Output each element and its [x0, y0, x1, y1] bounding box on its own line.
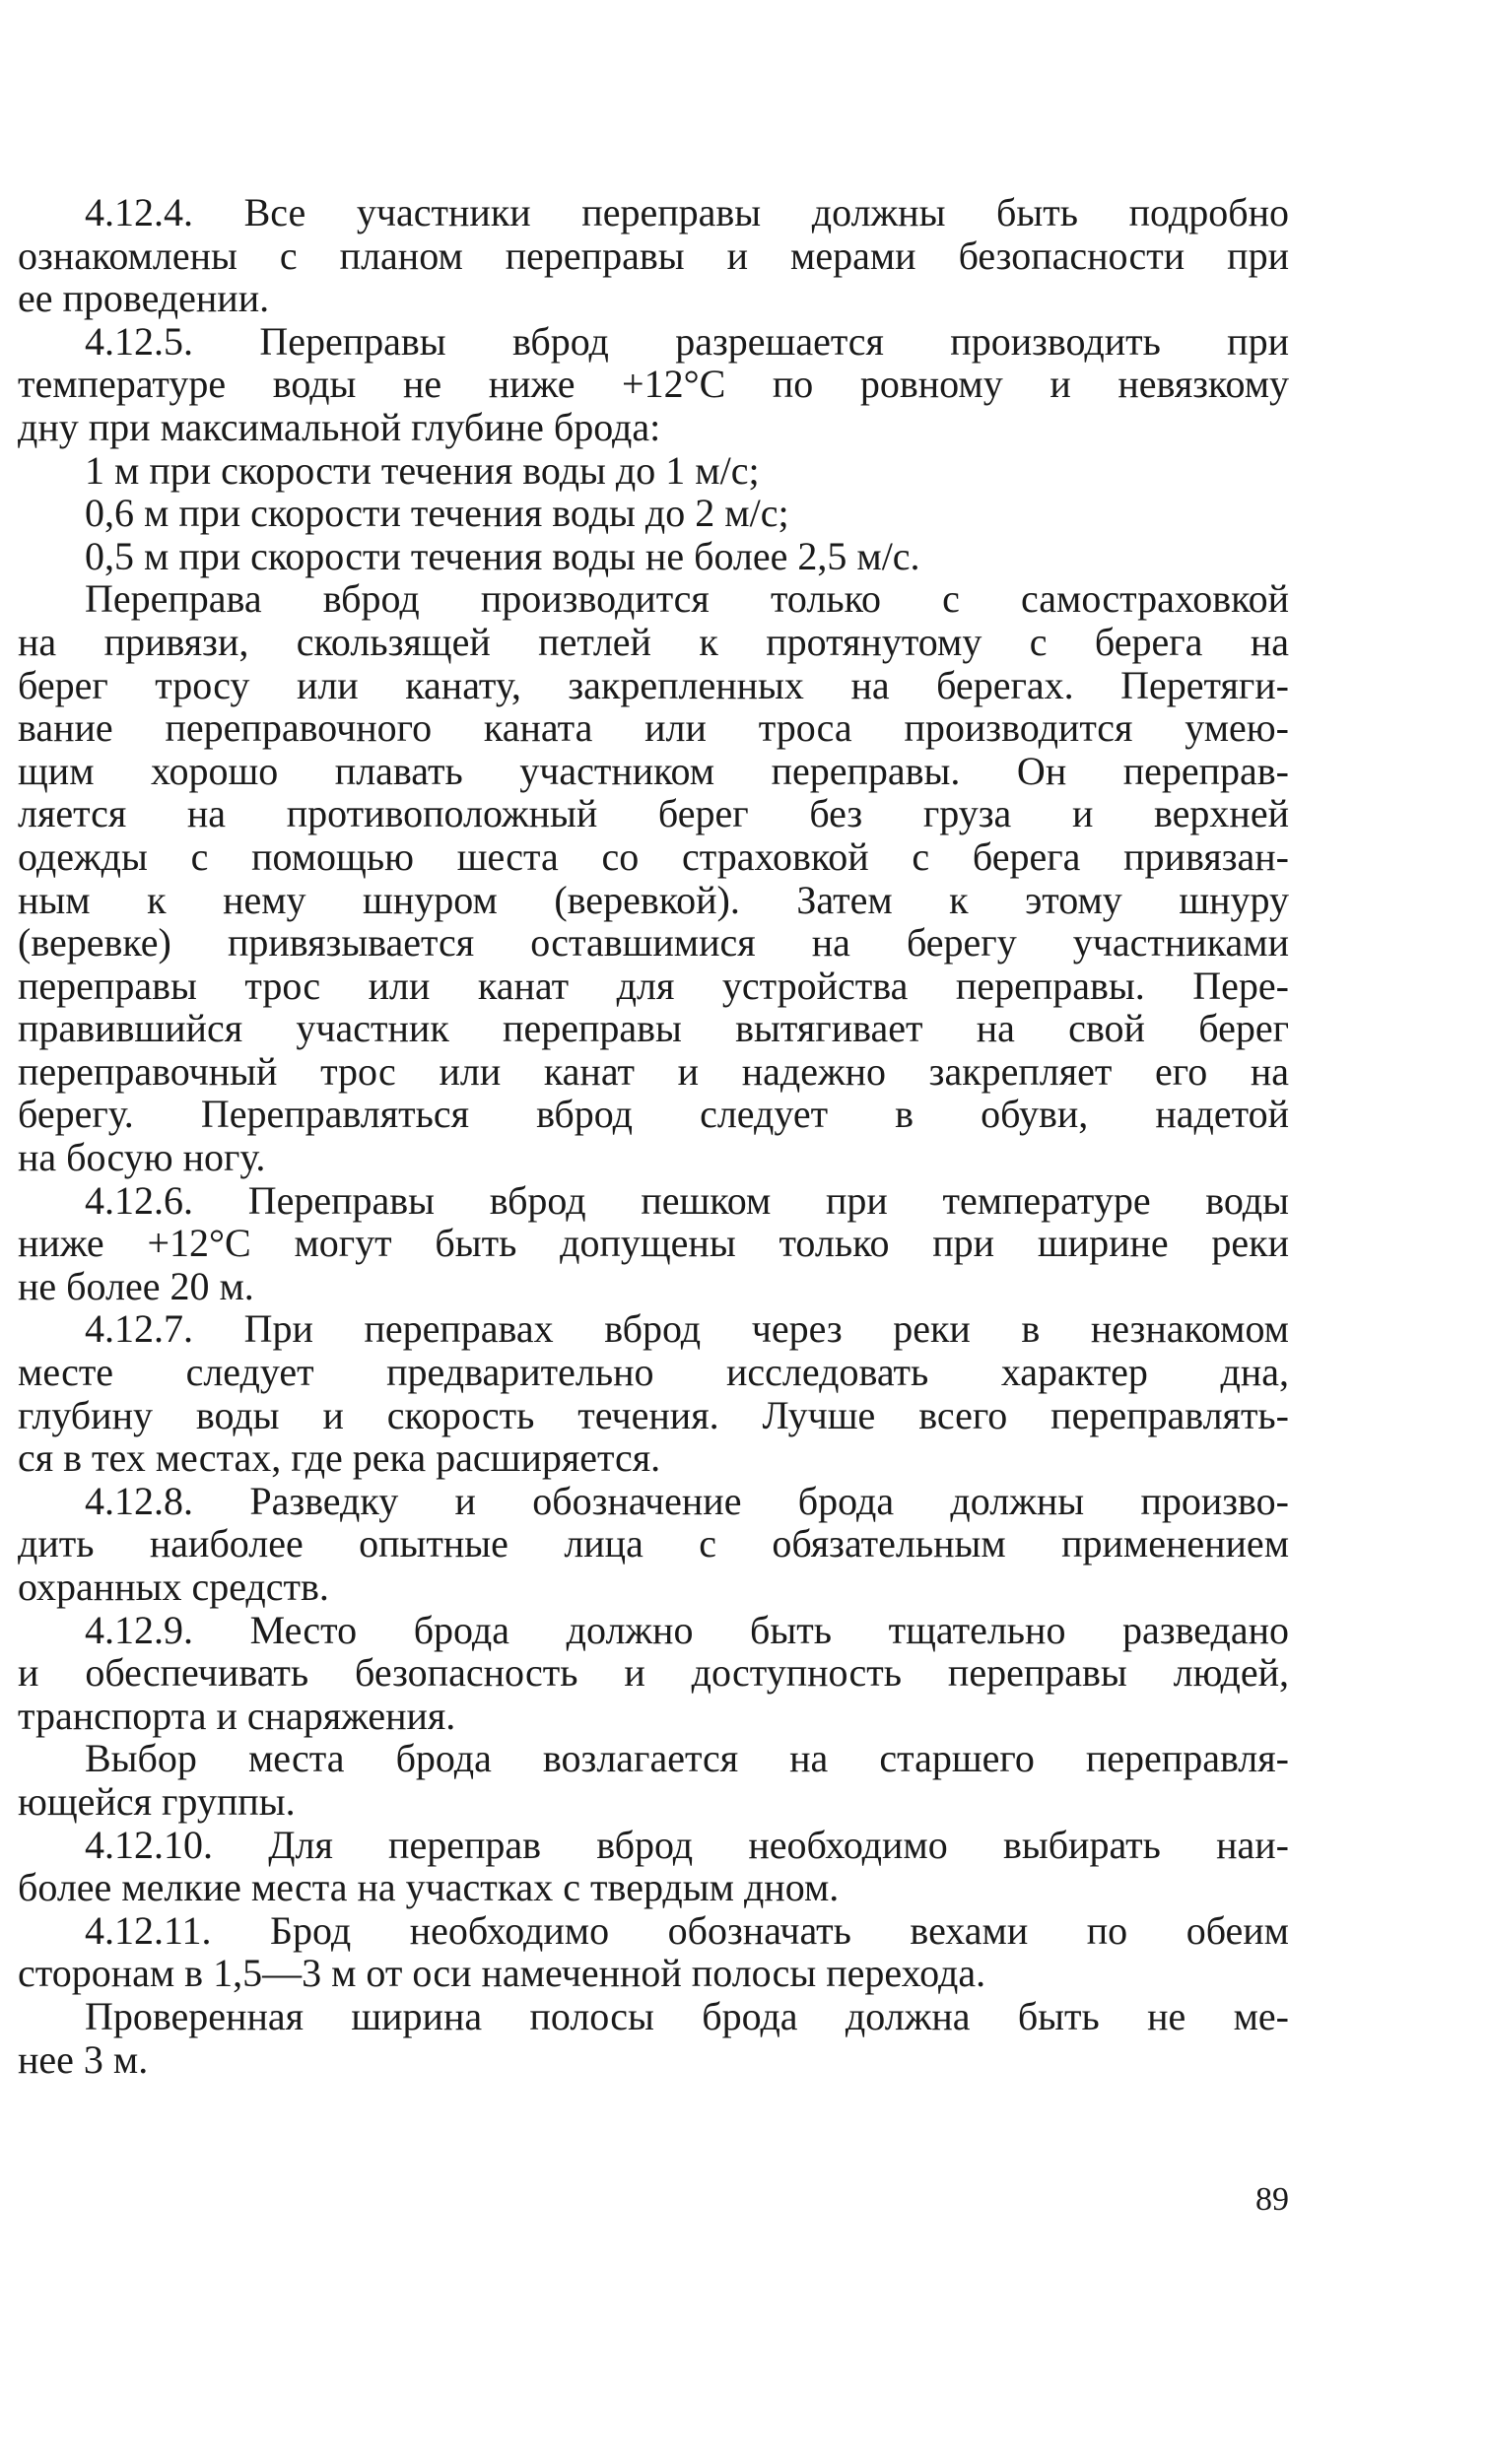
text-line: правившийся участник переправы вытягивает на свой берег: [18, 1006, 1289, 1051]
text-line: дить наиболее опытные лица с обязательным применением: [18, 1521, 1289, 1566]
body-text: [18, 191, 1289, 2081]
text-line: переправочный трос или канат и надежно закрепляет его на: [18, 1048, 1289, 1094]
text-line: ее проведении.: [18, 276, 270, 321]
text-line: транспорта и снаряжения.: [18, 1693, 456, 1738]
text-line: (веревке) привязывается оставшимися на берегу участниками: [18, 920, 1289, 966]
text-line: 4.12.11. Брод необходимо обозначать вехами по обеим: [85, 1907, 1289, 1953]
text-line: ющейся группы.: [18, 1778, 296, 1824]
text-line: температуре воды не ниже +12°С по ровному и невязкому: [18, 362, 1289, 407]
text-line: ляется на противоположный берег без груза и верхней: [18, 791, 1289, 836]
text-line: 1 м при скорости течения воды до 1 м/с;: [85, 447, 760, 493]
text-line: нее 3 м.: [18, 2036, 149, 2082]
text-line: берег тросу или канату, закрепленных на берегах. Перетяги-: [18, 662, 1289, 707]
text-line: глубину воды и скорость течения. Лучше всего переправлять-: [18, 1392, 1289, 1437]
text-line: 4.12.6. Переправы вброд пешком при температуре воды: [85, 1177, 1289, 1223]
text-line: 4.12.8. Разведку и обозначение брода должны произво-: [85, 1478, 1289, 1523]
text-line: Переправа вброд производится только с самостраховкой: [85, 576, 1289, 622]
text-line: переправы трос или канат для устройства переправы. Пере-: [18, 963, 1289, 1008]
text-line: берегу. Переправляться вброд следует в обуви, надетой: [18, 1092, 1289, 1137]
text-line: вание переправочного каната или троса производится умею-: [18, 705, 1289, 751]
text-line: ознакомлены с планом переправы и мерами безопасности при: [18, 233, 1289, 278]
text-line: 4.12.10. Для переправ вброд необходимо выбирать наи-: [85, 1822, 1289, 1867]
text-line: более мелкие места на участках с твердым дном.: [18, 1865, 840, 1910]
text-line: 4.12.4. Все участники переправы должны быть подробно: [85, 190, 1289, 234]
text-line: сторонам в 1,5—3 м от оси намеченной полосы перехода.: [18, 1951, 986, 1996]
text-line: Выбор места брода возлагается на старшего переправля-: [85, 1736, 1289, 1781]
text-line: ным к нему шнуром (веревкой). Затем к этому шнуру: [18, 877, 1289, 922]
text-line: на босую ногу.: [18, 1135, 266, 1180]
text-line: щим хорошо плавать участником переправы. Он переправ-: [18, 748, 1289, 793]
text-line: одежды с помощью шеста со страховкой с берега привязан-: [18, 833, 1289, 879]
page-number: 89: [1255, 2181, 1289, 2218]
text-line: и обеспечивать безопасность и доступность переправы людей,: [18, 1650, 1289, 1696]
text-line: охранных средств.: [18, 1565, 329, 1609]
text-line: 0,6 м при скорости течения воды до 2 м/с;: [85, 491, 789, 536]
text-line: Проверенная ширина полосы брода должна быть не ме-: [85, 1993, 1289, 2038]
text-line: на привязи, скользящей петлей к протянутому с берега на: [18, 619, 1289, 664]
text-line: не более 20 м.: [18, 1263, 254, 1308]
text-line: месте следует предварительно исследовать характер дна,: [18, 1350, 1289, 1395]
text-line: ся в тех местах, где река расширяется.: [18, 1435, 661, 1481]
text-line: 0,5 м при скорости течения воды не более 2,5 м/с.: [85, 533, 920, 578]
text-line: дну при максимальной глубине брода:: [18, 404, 661, 449]
text-line: 4.12.7. При переправах вброд через реки в незнакомом: [85, 1306, 1289, 1352]
text-line: 4.12.5. Переправы вброд разрешается производить при: [85, 318, 1289, 364]
text-line: 4.12.9. Место брода должно быть тщательно разведано: [85, 1607, 1289, 1652]
text-line: ниже +12°С могут быть допущены только при ширине реки: [18, 1221, 1289, 1266]
